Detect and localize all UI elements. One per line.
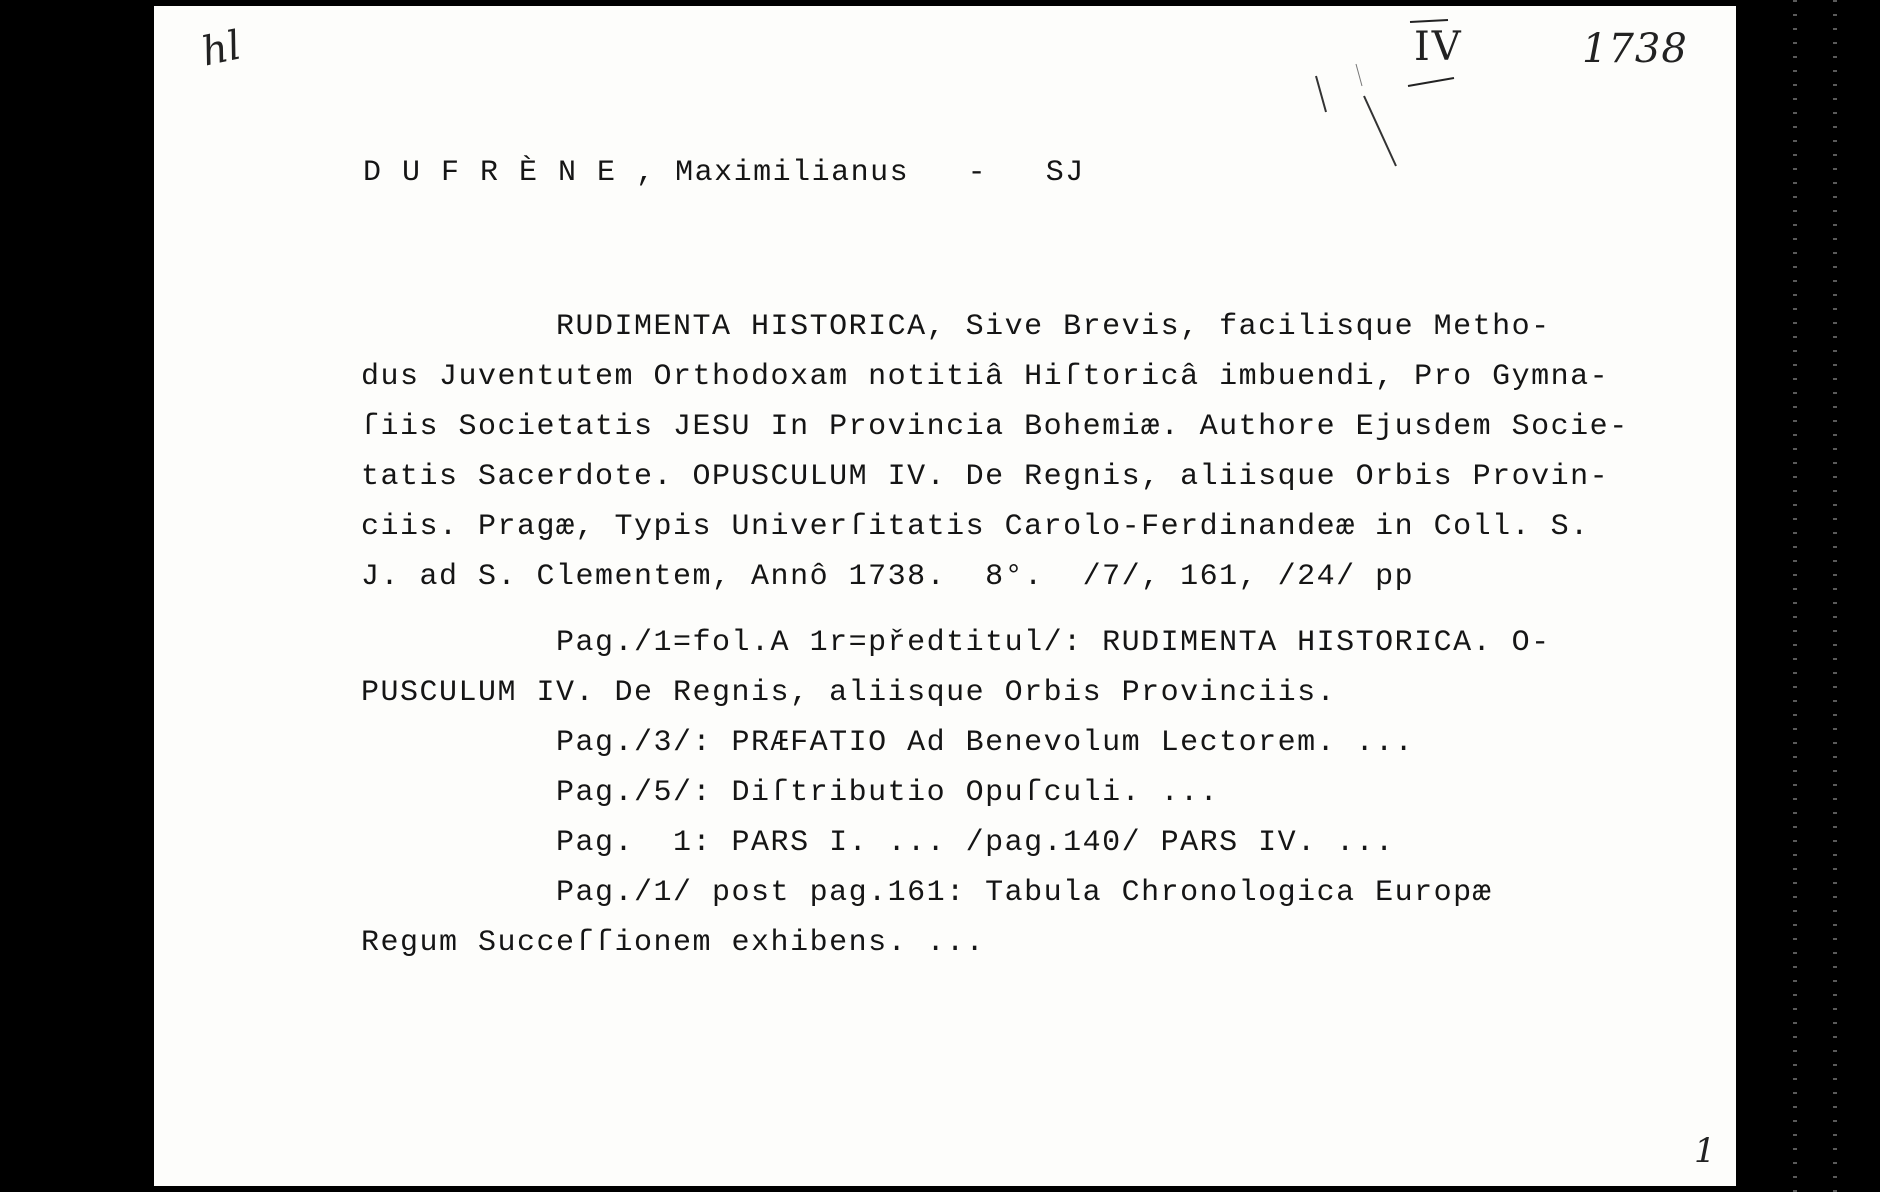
handwritten-roman-numeral: IV [1414,24,1463,70]
handwritten-initials: hl [197,22,245,76]
title-line: ſiis Societatis JESU In Provincia Bohemiæ. Authore Ejusdem Socie- [361,410,1629,444]
title-line: J. ad S. Clementem, Annô 1738. 8°. /7/, 161, /24/ pp [361,560,1415,594]
contents-line: Regum Succeſſionem exhibens. ... [361,926,986,960]
stray-pencil-marks [1304,56,1424,176]
author-surname: D U F R È N E [363,156,617,190]
contents-line: PUSCULUM IV. De Regnis, aliisque Orbis Provinciis. [361,676,1337,710]
handwritten-page-number: 1 [1694,1131,1716,1171]
film-edge-perforation [1833,0,1837,1192]
film-edge-perforation [1793,0,1797,1192]
contents-line: Pag./3/: PRÆFATIO Ad Benevolum Lectorem. ... [361,726,1415,760]
author-given-name: Maximilianus [675,156,910,190]
title-line: dus Juventutem Orthodoxam notitiâ Hiſtoricâ imbuendi, Pro Gymna- [361,360,1610,394]
heading-dash: - [967,156,988,190]
contents-line: Pag./1=fol.A 1r=předtitul/: RUDIMENTA HISTORICA. O- [361,626,1551,660]
title-line: RUDIMENTA HISTORICA, Sive Brevis, facilisque Metho- [361,310,1551,344]
contents-line: Pag./5/: Diſtributio Opuſculi. ... [361,776,1220,810]
catalog-card [154,6,1736,1186]
title-line: tatis Sacerdote. OPUSCULUM IV. De Regnis, aliisque Orbis Provin- [361,460,1610,494]
religious-order: SJ [1045,156,1085,190]
author-heading [363,156,1085,190]
heading-comma: , [636,156,656,190]
handwritten-year: 1738 [1582,26,1688,72]
contents-line: Pag./1/ post pag.161: Tabula Chronologica Europæ [361,876,1493,910]
title-line: ciis. Pragæ, Typis Univerſitatis Carolo-Ferdinandeæ in Coll. S. [361,510,1590,544]
contents-line: Pag. 1: PARS I. ... /pag.140/ PARS IV. ... [361,826,1395,860]
